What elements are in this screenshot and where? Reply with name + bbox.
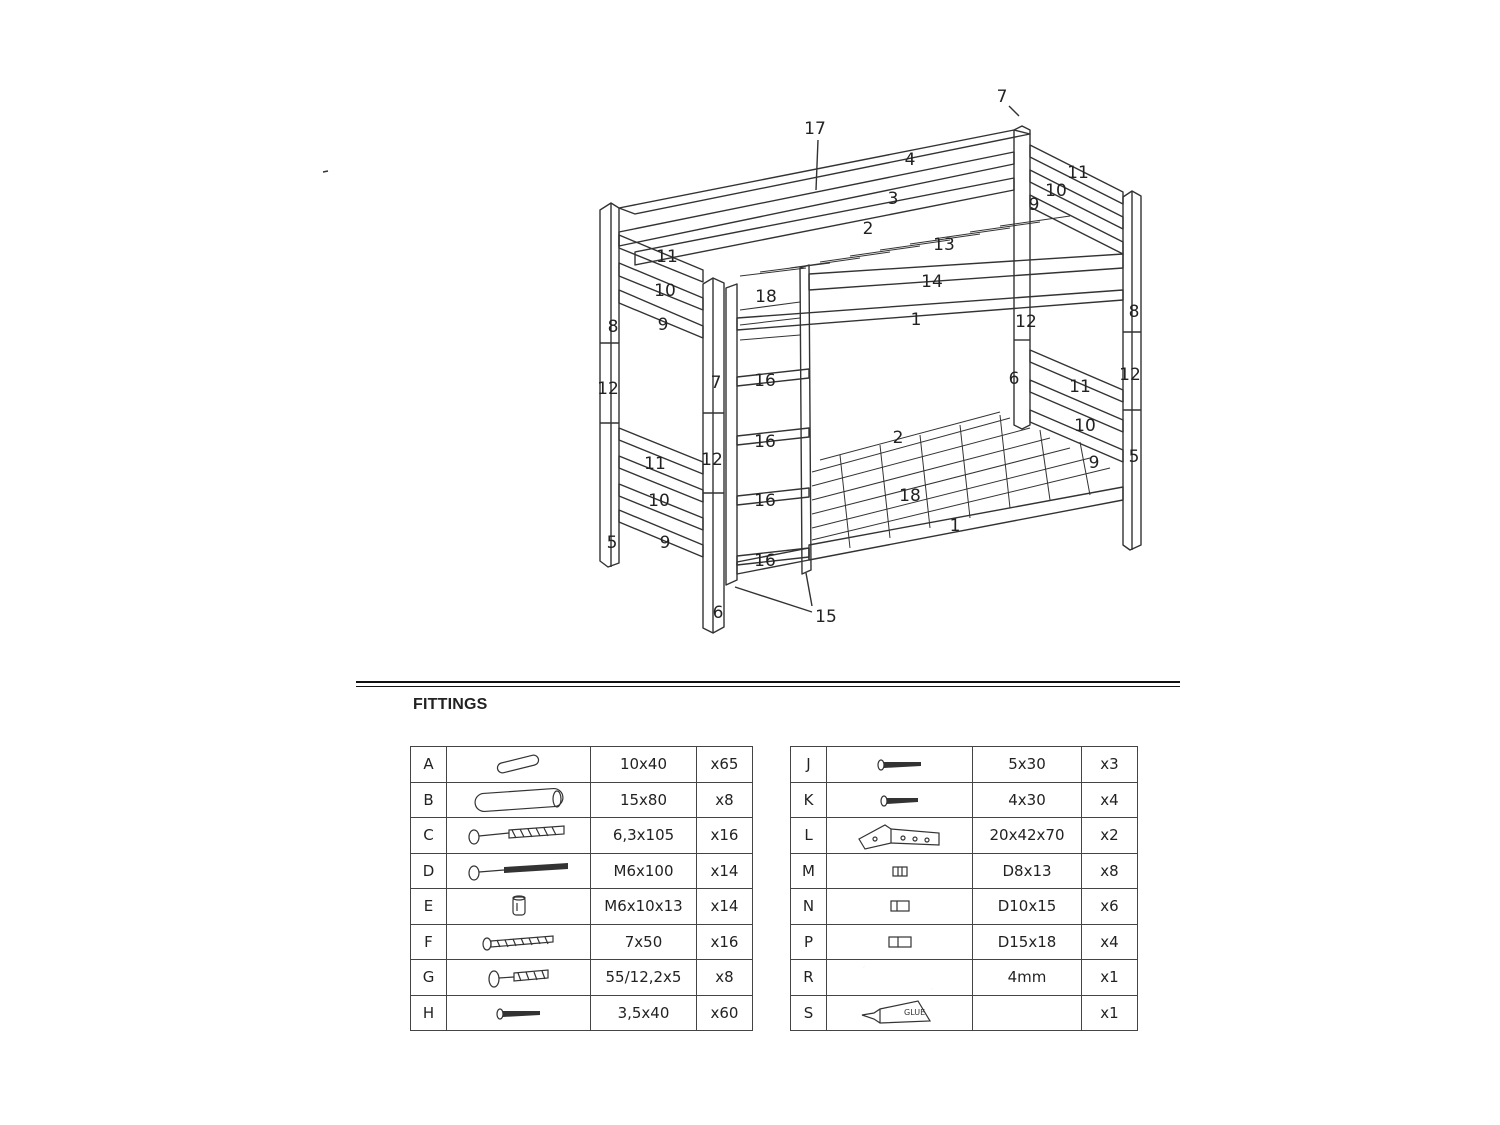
fitting-quantity: x14 (697, 853, 753, 889)
bolt-threaded-icon (447, 853, 591, 889)
fitting-size: M6x10x13 (591, 889, 697, 925)
dowel-large-icon (447, 782, 591, 818)
screw-small-icon (447, 995, 591, 1031)
fitting-size: 15x80 (591, 782, 697, 818)
fitting-code: E (411, 889, 447, 925)
screw-small-icon (827, 747, 973, 783)
part-label-p14: 14 (921, 272, 943, 292)
bolt-long-icon (447, 818, 591, 854)
fitting-row (411, 853, 753, 889)
dowel-small-icon (447, 747, 591, 783)
section-divider-thin (356, 686, 1180, 687)
part-label-p12d: 12 (701, 450, 723, 470)
fitting-quantity: x16 (697, 924, 753, 960)
part-label-p11d: 11 (644, 454, 666, 474)
fitting-quantity: x4 (1082, 782, 1138, 818)
part-label-p12b: 12 (597, 379, 619, 399)
fitting-code: C (411, 818, 447, 854)
fitting-row (791, 960, 1138, 996)
screw-tiny-icon (827, 782, 973, 818)
fitting-row (411, 782, 753, 818)
fitting-row (791, 995, 1138, 1031)
fitting-size: 4x30 (973, 782, 1082, 818)
fitting-row (791, 747, 1138, 783)
fitting-code: A (411, 747, 447, 783)
fitting-size: 4mm (973, 960, 1082, 996)
part-label-p9d: 9 (659, 533, 671, 553)
fitting-row (411, 747, 753, 783)
fitting-size: 5x30 (973, 747, 1082, 783)
fitting-size: 7x50 (591, 924, 697, 960)
fitting-code: N (791, 889, 827, 925)
fittings-table-left (410, 746, 753, 1031)
fitting-row (791, 889, 1138, 925)
barrel-nut-icon (447, 889, 591, 925)
fitting-size: D15x18 (973, 924, 1082, 960)
cap-large-icon (827, 924, 973, 960)
glue-label: GLUE (903, 1007, 925, 1017)
fitting-quantity: x1 (1082, 960, 1138, 996)
part-label-p7b: 7 (710, 373, 722, 393)
fitting-size: 20x42x70 (973, 818, 1082, 854)
fitting-size: 3,5x40 (591, 995, 697, 1031)
part-label-p11c: 11 (1069, 377, 1091, 397)
part-label-p5a: 5 (1128, 447, 1140, 467)
part-label-p18b: 18 (899, 486, 921, 506)
fitting-size (973, 995, 1082, 1031)
part-label-p13: 13 (933, 235, 955, 255)
fitting-row (411, 960, 753, 996)
fitting-code: S (791, 995, 827, 1031)
fitting-code: L (791, 818, 827, 854)
fitting-quantity: x6 (1082, 889, 1138, 925)
part-label-p11a: 11 (1067, 163, 1089, 183)
part-label-p4: 4 (904, 150, 916, 170)
part-label-p3: 3 (887, 189, 899, 209)
fitting-code: K (791, 782, 827, 818)
part-label-p16a: 16 (754, 371, 776, 391)
fitting-quantity: x2 (1082, 818, 1138, 854)
fitting-size: 55/12,2x5 (591, 960, 697, 996)
fitting-code: R (791, 960, 827, 996)
fitting-row (791, 782, 1138, 818)
part-label-p10b: 10 (654, 281, 676, 301)
fitting-size: D10x15 (973, 889, 1082, 925)
part-label-p8b: 8 (1128, 302, 1140, 322)
fittings-table-right (790, 746, 1138, 1031)
glue-bottle-icon (827, 995, 973, 1031)
fitting-size: M6x100 (591, 853, 697, 889)
fitting-quantity: x14 (697, 889, 753, 925)
part-label-p7a: 7 (996, 87, 1008, 107)
fitting-quantity: x8 (697, 960, 753, 996)
fitting-quantity: x16 (697, 818, 753, 854)
part-label-p10d: 10 (648, 491, 670, 511)
part-label-p9b: 9 (657, 315, 669, 335)
part-label-p15: 15 (815, 607, 837, 627)
fitting-row (411, 924, 753, 960)
part-label-p9a: 9 (1028, 195, 1040, 215)
part-label-p6a: 6 (1008, 369, 1020, 389)
fitting-row (791, 818, 1138, 854)
fitting-code: J (791, 747, 827, 783)
fitting-code: B (411, 782, 447, 818)
fitting-row (791, 853, 1138, 889)
fitting-code: M (791, 853, 827, 889)
part-number-labels (597, 87, 1141, 627)
part-label-p6b: 6 (712, 603, 724, 623)
part-label-p16c: 16 (754, 491, 776, 511)
part-label-p12c: 12 (1119, 365, 1141, 385)
bolt-short-icon (447, 960, 591, 996)
angle-bracket-icon (827, 818, 973, 854)
part-label-p8a: 8 (607, 317, 619, 337)
fitting-quantity: x8 (697, 782, 753, 818)
part-label-p2b: 2 (892, 428, 904, 448)
part-label-p5b: 5 (606, 533, 618, 553)
cap-medium-icon (827, 889, 973, 925)
section-divider (356, 681, 1180, 683)
part-label-p1a: 1 (910, 310, 922, 330)
part-label-p10c: 10 (1074, 416, 1096, 436)
fitting-row (791, 924, 1138, 960)
fitting-size: 10x40 (591, 747, 697, 783)
allen-key-icon (827, 960, 973, 996)
part-label-p9c: 9 (1088, 453, 1100, 473)
fitting-quantity: x65 (697, 747, 753, 783)
fitting-quantity: x4 (1082, 924, 1138, 960)
fitting-code: G (411, 960, 447, 996)
fitting-code: F (411, 924, 447, 960)
part-label-p16b: 16 (754, 432, 776, 452)
part-label-p1b: 1 (949, 516, 961, 536)
part-label-p2a: 2 (862, 219, 874, 239)
part-label-p18a: 18 (755, 287, 777, 307)
cap-small-icon (827, 853, 973, 889)
part-label-p16d: 16 (754, 551, 776, 571)
fitting-quantity: x1 (1082, 995, 1138, 1031)
fitting-quantity: x60 (697, 995, 753, 1031)
fitting-size: D8x13 (973, 853, 1082, 889)
fitting-code: D (411, 853, 447, 889)
fitting-row (411, 995, 753, 1031)
fittings-title: FITTINGS (413, 696, 488, 713)
part-label-p17: 17 (804, 119, 826, 139)
part-label-p12a: 12 (1015, 312, 1037, 332)
fitting-code: H (411, 995, 447, 1031)
fitting-row (411, 889, 753, 925)
part-label-p11b: 11 (656, 247, 678, 267)
fitting-size: 6,3x105 (591, 818, 697, 854)
fitting-code: P (791, 924, 827, 960)
fitting-quantity: x8 (1082, 853, 1138, 889)
screw-long-icon (447, 924, 591, 960)
part-label-p10a: 10 (1045, 181, 1067, 201)
fitting-quantity: x3 (1082, 747, 1138, 783)
fitting-row (411, 818, 753, 854)
